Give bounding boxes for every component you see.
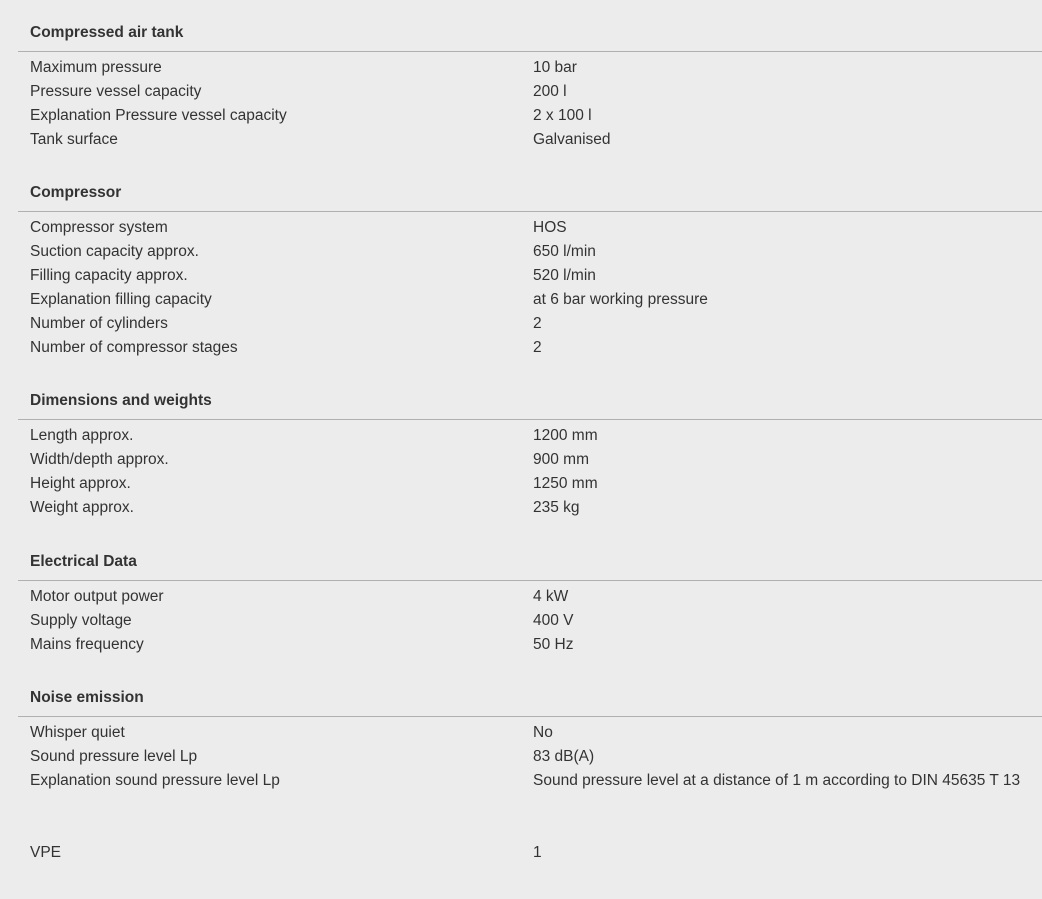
spec-label: Explanation Pressure vessel capacity bbox=[30, 107, 287, 124]
section-noise-emission bbox=[18, 686, 1042, 817]
spec-value: 1250 mm bbox=[533, 475, 598, 492]
spec-label: Explanation sound pressure level Lp bbox=[30, 772, 280, 789]
spec-row bbox=[18, 424, 1042, 448]
spec-row bbox=[18, 104, 1042, 128]
section-vpe bbox=[18, 841, 1042, 865]
spec-row bbox=[18, 609, 1042, 633]
spec-label: Height approx. bbox=[30, 475, 131, 492]
spec-row bbox=[18, 448, 1042, 472]
spec-row bbox=[18, 721, 1042, 745]
section-title: Dimensions and weights bbox=[30, 392, 212, 409]
spec-value: 400 V bbox=[533, 612, 574, 629]
section-divider bbox=[18, 716, 1042, 717]
section-title: Electrical Data bbox=[30, 553, 137, 570]
spec-row bbox=[18, 745, 1042, 769]
spec-value: 10 bar bbox=[533, 59, 577, 76]
spec-label: Suction capacity approx. bbox=[30, 243, 199, 260]
spec-row bbox=[18, 312, 1042, 336]
spec-row bbox=[18, 216, 1042, 240]
spec-value: 2 bbox=[533, 339, 542, 356]
spec-label: Length approx. bbox=[30, 427, 134, 444]
spec-row bbox=[18, 496, 1042, 520]
section-compressed-air-tank bbox=[18, 21, 1042, 152]
section-compressor bbox=[18, 181, 1042, 360]
spec-row bbox=[18, 240, 1042, 264]
spec-label: Mains frequency bbox=[30, 636, 144, 653]
spec-value: 900 mm bbox=[533, 451, 589, 468]
spec-value: Galvanised bbox=[533, 131, 611, 148]
spec-label: Explanation filling capacity bbox=[30, 291, 212, 308]
spec-label: Sound pressure level Lp bbox=[30, 748, 198, 765]
spec-row bbox=[18, 264, 1042, 288]
spec-row bbox=[18, 769, 1042, 817]
vpe-value: 1 bbox=[533, 844, 542, 861]
section-divider bbox=[18, 51, 1042, 52]
spec-value: 520 l/min bbox=[533, 267, 596, 284]
section-divider bbox=[18, 580, 1042, 581]
spec-label: Filling capacity approx. bbox=[30, 267, 188, 284]
spec-value: 235 kg bbox=[533, 499, 580, 516]
spec-label: Whisper quiet bbox=[30, 724, 125, 741]
spec-row bbox=[18, 472, 1042, 496]
spec-label: Width/depth approx. bbox=[30, 451, 169, 468]
spec-row bbox=[18, 841, 1042, 865]
spec-row bbox=[18, 633, 1042, 657]
spec-value: at 6 bar working pressure bbox=[533, 291, 708, 308]
spec-label: Motor output power bbox=[30, 588, 164, 605]
spec-value: 2 x 100 l bbox=[533, 107, 592, 124]
section-divider bbox=[18, 211, 1042, 212]
spec-label: Number of compressor stages bbox=[30, 339, 238, 356]
section-divider bbox=[18, 419, 1042, 420]
spec-label: Pressure vessel capacity bbox=[30, 83, 202, 100]
spec-value: Sound pressure level at a distance of 1 m according to DIN 45635 T 13 bbox=[533, 772, 1021, 789]
spec-label: Tank surface bbox=[30, 131, 118, 148]
section-title: Compressed air tank bbox=[30, 24, 184, 41]
spec-row bbox=[18, 288, 1042, 312]
spec-value: 1200 mm bbox=[533, 427, 598, 444]
spec-row bbox=[18, 56, 1042, 80]
section-dimensions-and-weights bbox=[18, 389, 1042, 520]
spec-value: 2 bbox=[533, 315, 542, 332]
spec-value: 50 Hz bbox=[533, 636, 574, 653]
spec-value: 83 dB(A) bbox=[533, 748, 595, 765]
spec-row bbox=[18, 336, 1042, 360]
spec-value: 200 l bbox=[533, 83, 567, 100]
spec-row bbox=[18, 585, 1042, 609]
spec-value: 4 kW bbox=[533, 588, 569, 605]
spec-label: Number of cylinders bbox=[30, 315, 168, 332]
spec-label: Weight approx. bbox=[30, 499, 134, 516]
spec-row bbox=[18, 80, 1042, 104]
spec-label: Maximum pressure bbox=[30, 59, 162, 76]
spec-value: HOS bbox=[533, 219, 567, 236]
section-electrical-data bbox=[18, 550, 1042, 657]
spec-value: No bbox=[533, 724, 553, 741]
spec-label: Supply voltage bbox=[30, 612, 132, 629]
section-title: Noise emission bbox=[30, 689, 144, 706]
section-title: Compressor bbox=[30, 184, 122, 201]
spec-label: Compressor system bbox=[30, 219, 168, 236]
spec-value: 650 l/min bbox=[533, 243, 596, 260]
vpe-label: VPE bbox=[30, 844, 62, 861]
spec-row bbox=[18, 128, 1042, 152]
